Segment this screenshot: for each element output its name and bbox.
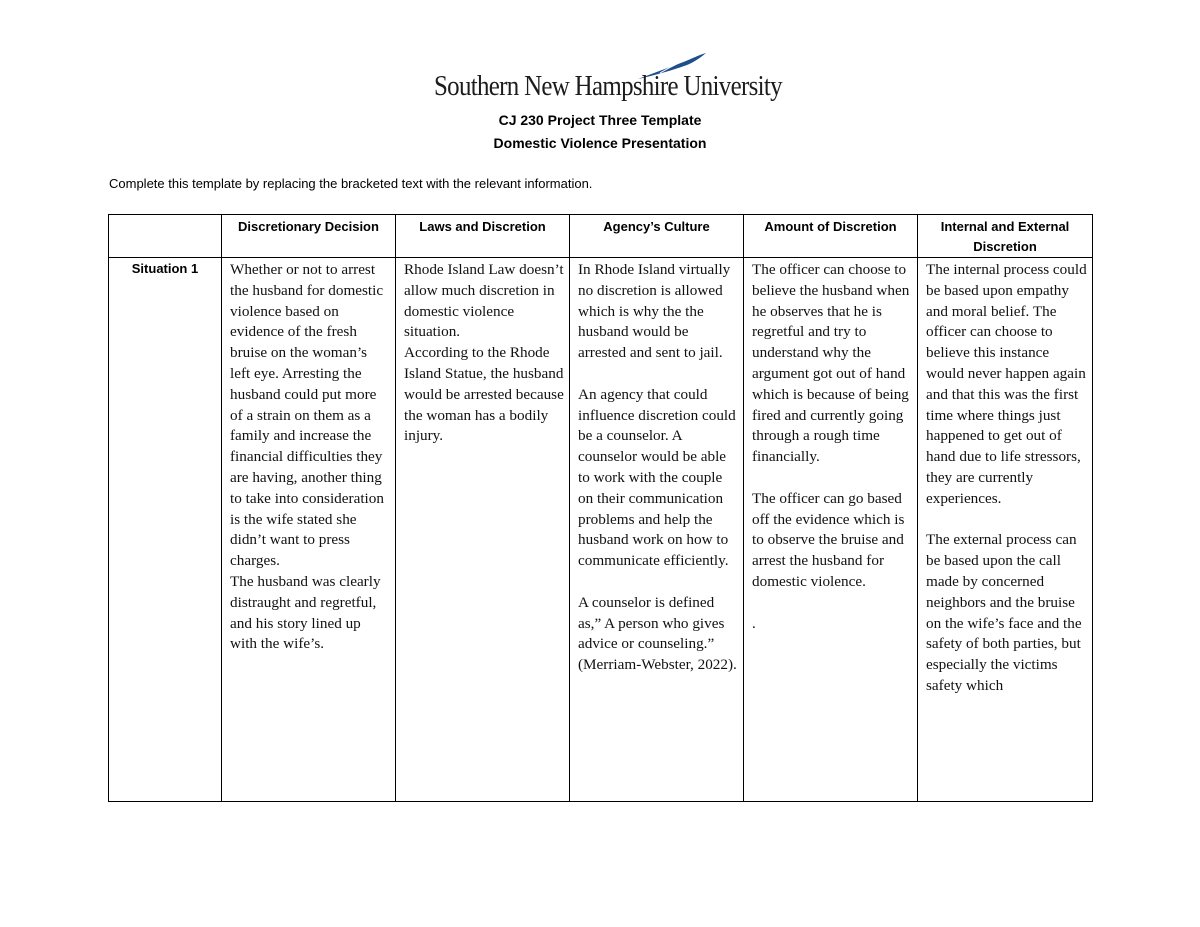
header-row	[109, 215, 1093, 258]
column-header-laws-and-discretion: Laws and Discretion	[396, 215, 570, 258]
laws-paragraph: According to the Rhode Island Statue, the husband would be arrested because the woman has a bodily injury.	[404, 344, 564, 445]
document-subtitle: Domestic Violence Presentation	[493, 135, 707, 151]
row-label-situation-1: Situation 1	[109, 258, 222, 802]
column-header-amount-of-discretion: Amount of Discretion	[744, 215, 918, 258]
internal-external-paragraph: The internal process could be based upon empathy and moral belief. The officer can choose to believe this instance would never happen again and that this was the first time where things just happened to get out of hand due to life stressors, they are currently experiences.	[926, 261, 1087, 507]
column-header-internal-external-discretion: Internal and External Discretion	[918, 215, 1093, 258]
internal-external-cell	[918, 258, 1093, 802]
amount-paragraph: The officer can go based off the evidence which is to observe the bruise and arrest the husband for domestic violence.	[752, 489, 905, 590]
culture-paragraph: A counselor is defined as,” A person who gives advice or counseling.” (Merriam-Webster, 2022).	[578, 593, 737, 674]
university-logo	[434, 52, 782, 104]
decision-paragraph: The husband was clearly distraught and regretful, and his story lined up with the wife’s.	[230, 572, 381, 653]
table-row	[109, 258, 1093, 802]
discretion-table	[108, 214, 1093, 802]
culture-paragraph: An agency that could influence discretion could be a counselor. A counselor would be able to work with the couple on their communication problems and help the husband work on how to communicate efficiently.	[578, 385, 736, 570]
document-title: CJ 230 Project Three Template	[498, 112, 702, 128]
column-header-discretionary-decision: Discretionary Decision	[222, 215, 396, 258]
amount-cell	[744, 258, 918, 802]
logo-text: Southern New Hampshire University	[434, 70, 782, 102]
culture-cell	[570, 258, 744, 802]
amount-paragraph: The officer can choose to believe the husband when he observes that he is regretful and try to understand why the argument got out of hand which is because of being fired and currently going through a rough time financially.	[752, 261, 910, 466]
laws-paragraph: Rhode Island Law doesn’t allow much discretion in domestic violence situation.	[404, 261, 564, 341]
decision-paragraph: Whether or not to arrest the husband for domestic violence based on evidence of the fresh bruise on the woman’s left eye. Arresting the husband could put more of a strain on them as a family and increase the financial difficulties they are having, another thing to take into consideration is the wife stated she didn’t want to press charges.	[230, 261, 384, 570]
laws-cell	[396, 258, 570, 802]
amount-paragraph: .	[752, 614, 756, 632]
column-header-empty	[109, 215, 222, 258]
internal-external-paragraph: The external process can be based upon the call made by concerned neighbors and the bruise on the wife’s face and the safety of both parties, but especially the victims safety which	[926, 531, 1082, 694]
column-header-agency-culture: Agency’s Culture	[570, 215, 744, 258]
culture-paragraph: In Rhode Island virtually no discretion is allowed which is why the the husband would be arrested and sent to jail.	[578, 261, 731, 362]
instructions-text: Complete this template by replacing the bracketed text with the relevant information.	[109, 176, 593, 191]
decision-cell	[222, 258, 396, 802]
